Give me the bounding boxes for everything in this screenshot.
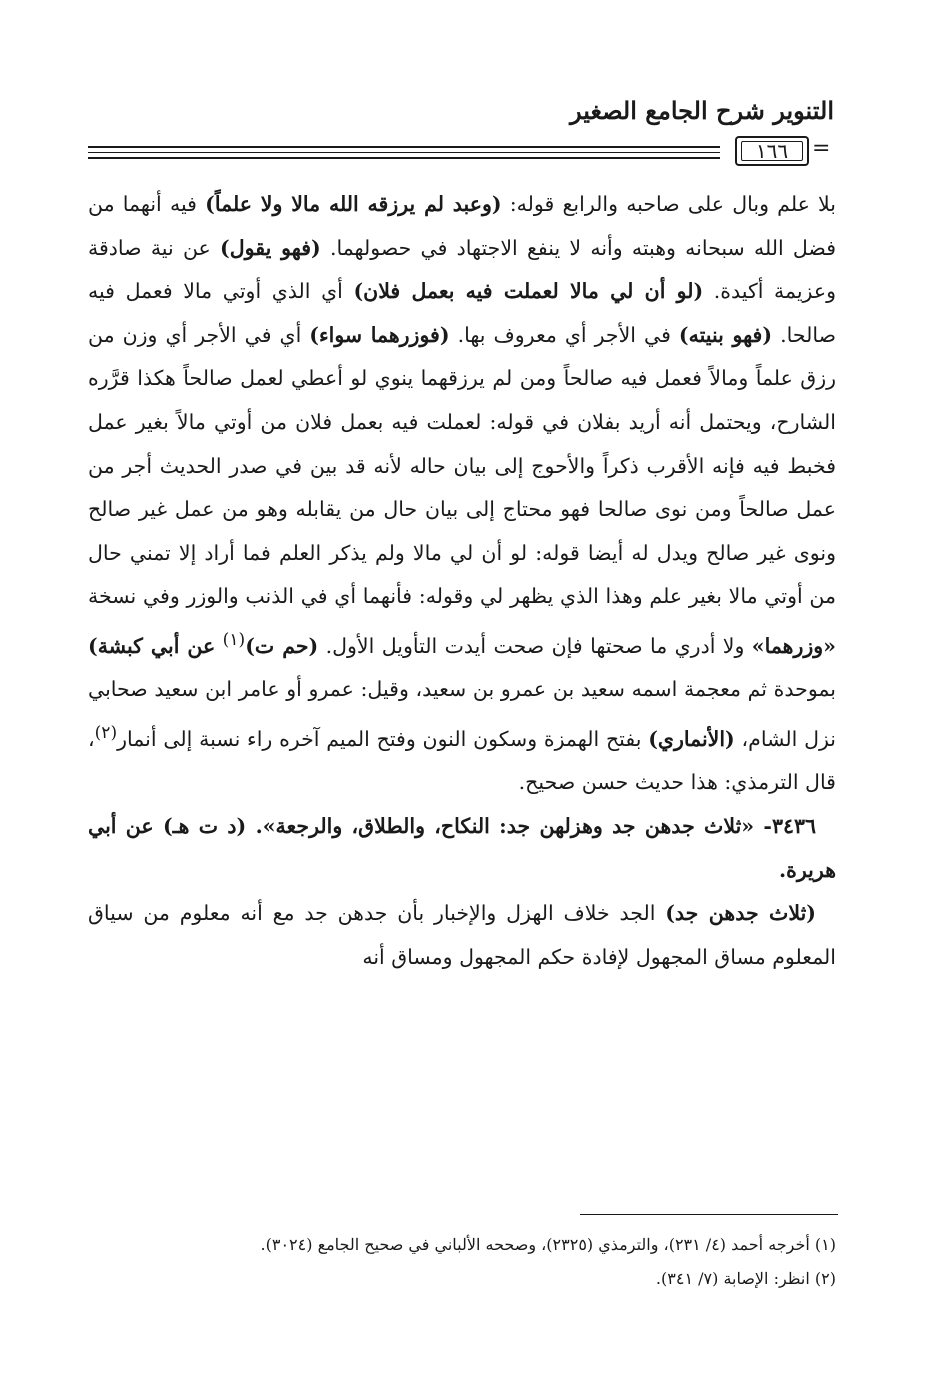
bold-phrase: (فوزرهما سواء) xyxy=(309,322,450,347)
bold-phrase: عن أبي كبشة) xyxy=(88,633,216,658)
bold-phrase: (وعبد لم يرزقه الله مالا ولا علماً) xyxy=(205,192,502,216)
header-rule-top xyxy=(88,146,720,148)
footnote-ref: (١) xyxy=(222,629,246,650)
footnote-2: (٢) انظر: الإصابة (٧/ ٣٤١). xyxy=(655,1269,836,1288)
commentary-body xyxy=(88,183,836,979)
text-run: ولا أدري ما صحتها فإن صحت أيدت التأويل الأول. xyxy=(318,633,752,658)
text-run: في الأجر أي معروف بها. xyxy=(449,322,679,347)
footnote-1: (١) أخرجه أحمد (٤/ ٢٣١)، والترمذي (٢٣٢٥)، وصححه الألباني في صحيح الجامع (٣٠٢٤). xyxy=(260,1235,836,1254)
footnote-ref: (٢) xyxy=(94,722,118,743)
text-run: بلا علم وبال على صاحبه والرابع قوله: xyxy=(501,192,836,216)
header-edge-mark: = xyxy=(812,136,831,161)
text-run: بموحدة ثم معجمة اسمه سعيد بن عمرو بن سعيد، وقيل: عمرو أو عامر ابن سعيد صحابي نزل الشام، xyxy=(88,677,836,751)
commentary-paragraph-2 xyxy=(88,892,836,979)
bold-phrase: ٣٤٣٦- «ثلاث جدهن جد وهزلهن جد: النكاح، والطلاق، والرجعة». (د ت هـ) عن أبي هريرة. xyxy=(88,813,836,882)
hadith-entry-3436 xyxy=(88,805,836,892)
text-run: أي في الأجر أي وزن من رزق علماً ومالاً فعمل فيه صالحاً ومن لم يرزقهما ينوي لو أعطي لعمل صالحاً هكذا قرَّره الشارح، ويحتمل أنه أريد بفلان في قوله: لعملت فيه بعمل فلان من أوتي مالاً بغير عمل فخبط فيه فإنه الأقرب ذكراً والأحوج إلى بيان حاله لأنه قد بين في صدر الحديث أجر من عمل صالحاً ومن نوى صالحا فهو محتاج إلى بيان حال من يقابله وهو من عمل غير صالح ونوى غير صالح ويدل له أيضا قوله: لو أن لي مالا ولم يذكر العلم فما أراد إلا تمني حال من أوتي مالا بغير علم وهذا الذي يظهر لي وقوله: فأنهما أي في الذنب والوزر وفي نسخة xyxy=(88,322,836,609)
text-run: عن نية صادقة وعزيمة أكيدة. xyxy=(88,235,837,304)
text-run: ، قال الترمذي: هذا حديث حسن صحيح. xyxy=(88,726,836,795)
bold-phrase: (حم ت) xyxy=(245,633,319,658)
page-number: ١٦٦ xyxy=(755,139,789,163)
header-rule-bottom xyxy=(88,157,720,159)
bold-phrase: (لو أن لي مالا لعملت فيه بعمل فلان) xyxy=(353,279,704,304)
footnotes xyxy=(96,1228,836,1296)
page-number-box xyxy=(735,136,809,166)
bold-phrase: (فهو بنيته) xyxy=(678,322,773,347)
bold-phrase: (الأنماري) xyxy=(648,726,735,751)
header-rule-middle xyxy=(88,152,720,153)
bold-phrase: (فهو يقول) xyxy=(220,235,321,260)
bold-phrase: «وزرهما» xyxy=(751,633,836,658)
running-header-title: التنوير شرح الجامع الصغير xyxy=(570,96,834,125)
text-run: الجد خلاف الهزل والإخبار بأن جدهن جد مع أنه معلوم من سياق المعلوم مساق المجهول لإفادة حكم المجهول ومساق أنه xyxy=(88,901,836,969)
footnote-separator xyxy=(580,1214,838,1215)
text-run: بفتح الهمزة وسكون النون وفتح الميم آخره راء نسبة إلى أنمار xyxy=(117,726,649,751)
text-run: أي الذي أوتي مالا فعمل فيه صالحا. xyxy=(88,279,836,347)
text-run: فيه أنهما من فضل الله سبحانه وهبته وأنه لا ينفع الاجتهاد في حصولهما. xyxy=(88,192,837,260)
bold-phrase: (ثلاث جدهن جد) xyxy=(665,901,816,926)
commentary-paragraph-1 xyxy=(88,183,836,805)
text-run xyxy=(215,634,222,658)
